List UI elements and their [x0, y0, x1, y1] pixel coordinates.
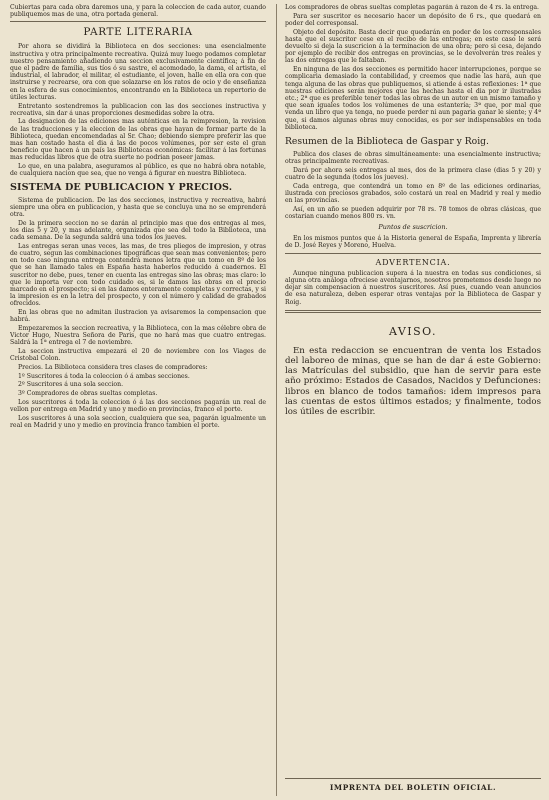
sistema-paragraph: Los suscritores á una sola seccion, cualquiera que sea, pagarán igualmente un real en Madrid y uno y medio en provincia franco tambien el porte. — [10, 414, 266, 429]
advertencia-heading: ADVERTENCIA. — [375, 257, 451, 267]
aviso-paragraph: En esta redaccion se encuentran de venta los Estados del laboreo de minas, que se han de dar á este Gobierno: las Matrículas del subsidio, que han de servir para este año próximo: Estados de Casados, Nacidos y Defunciones: libros en blanco de todos tamaños: idem impresos para las cuentas de estos últimos estados; y finalmente, todos los útiles de escribir. — [285, 345, 541, 417]
advertencia-paragraph: Aunque ninguna publicacion supera á la nuestra en todas sus condiciones, si alguna otra análoga ofreciese aventajarnos, nosotros prometemos desde luego no dejar sin compensacion á nuestros suscritores. Así pues, cuando vean anuncios de esa naturaleza, deben esperar otras ventajas por la Biblioteca de Gaspar y Roig. — [285, 269, 541, 306]
left-column — [10, 4, 266, 796]
aviso-section — [285, 325, 541, 417]
parte-paragraph: Por ahora se dividirá la Biblioteca en dos secciones: una esencialmente instructiva y otra principalmente recreativa. Quizá muy luego podamos completar nuestro pensamiento añadiendo una seccion exclusivamente científica; á fin de que el padre de familia, sus tíos ó su sastre, el acomodado, la dama, el artista, el industrial, el labrador, el militar, el estudiante, el joven, halle en ella ora con que instruirse y recrearse, ora con que solazarse en los ratos de ocio y de enseñanza en la esfera de sus conocimientos, encontrando en la Biblioteca un repertorio de útiles lecturas. — [10, 43, 266, 101]
puntos-paragraph: En los mismos puntos que á la Historia general de España, Imprenta y librería de D. José Reyes y Moreno, Huelva. — [285, 235, 541, 250]
imprenta-footer — [285, 775, 541, 792]
sistema-paragraph: 3º Compradores de obras sueltas completas. — [18, 390, 158, 398]
resumen-paragraph: Dará por ahora seis entregas al mes, dos de la primera clase (dias 5 y 20) y cuatro de la segunda (todos los jueves). — [285, 166, 541, 182]
sistema-paragraph: Los suscritores á toda la coleccion ó á las dos secciones pagarán un real de vellon por entrega en Madrid y uno y medio en provincias, franco el porte. — [10, 398, 266, 414]
resumen-paragraph: Publica dos clases de obras simultáneamente: una esencialmente instructiva; otras principalmente recreativas. — [285, 150, 541, 166]
parte-literaria-heading: PARTE LITERARIA — [83, 26, 193, 39]
imprenta-label: IMPRENTA DEL BOLETIN OFICIAL. — [329, 783, 497, 792]
puntos-heading: Puntos de suscricion. — [378, 223, 448, 232]
sistema-heading: SISTEMA DE PUBLICACION Y PRECIOS. — [10, 181, 233, 193]
sistema-paragraph: De la primera seccion no se darán al principio mas que dos entregas al mes, los dias 5 y 20, y mas adelante, organizada que sea del todo la Biblioteca, una cada semana. De la segunda saldrá una todos los jueves. — [10, 219, 266, 242]
sistema-paragraph: 1º Suscritores á toda la coleccion ó á ambas secciones. — [18, 372, 190, 380]
right-column — [276, 4, 541, 796]
aviso-heading: AVISO. — [388, 324, 438, 338]
sistema-paragraph: La seccion instructiva empezará el 20 de noviembre con los Viages de Cristobal Colon. — [10, 348, 266, 363]
sistema-paragraph: Sistema de publicacion. De las dos secciones, instructiva y recreativa, habrá siempre una obra en publicacion, y hasta que se concluya una no se emprenderá otra. — [10, 196, 266, 218]
sistema-paragraph: Empezaremos la seccion recreativa, y la Biblioteca, con la mas célebre obra de Victor Hugo, Nuestra Señora de Paris, que no hará mas que cuatro entregas. Saldrá la 1ª entrega el 7 de noviembre. — [10, 325, 266, 347]
footer-divider — [285, 778, 541, 779]
divider — [285, 253, 541, 254]
sistema-paragraph: En las obras que no admitan ilustracion ya avisaremos la compensacion que habrá. — [10, 309, 266, 324]
parte-paragraph: La designacion de las ediciones mas auténticas en la reimpresion, la revision de las traducciones y la eleccion de las obras que hayan de formar parte de la Biblioteca, quedan encomendadas al Sr. Chao; debiendo siempre preferir las que mas han costado hasta el dia á las de pocos volúmenes, por ser este el gran beneficio que hacen á un país las Bibliotecas económicas: facilitar á las fortunas mas reducidas libros que de otra suerte no podrian poseer jamas. — [10, 118, 266, 162]
sistema-paragraph: 2º Suscritores á una sola seccion. — [18, 381, 124, 389]
divider — [10, 21, 266, 22]
sistema-paragraph: Precios. La Biblioteca considera tres clases de compradores: — [18, 364, 208, 372]
parte-paragraph: Lo que, en una palabra, aseguramos al público, es que no habrá obra notable, de cualquiera nacion que sea, que no venga á figurar en nuestra Biblioteca. — [10, 163, 266, 178]
top-paragraph: Los compradores de obras sueltas completas pagarán á razon de 4 rs. la entrega. — [285, 4, 540, 11]
resumen-paragraph: Cada entrega, que contendrá un tomo en 8º de las ediciones ordinarias, ilustrada con preciosos grabados, solo costará un real en Madrid y real y medio en las provincias. — [285, 182, 541, 205]
parte-paragraph: Entretanto sostendremos la publicacion con las dos secciones instructiva y recreativa, sin dar á unas proporciones desmedidas sobre la otra. — [10, 102, 266, 117]
sistema-paragraph: Las entregas seran unas veces, las mas, de tres pliegos de impresion, y otras de cuatro, segun las combinaciones tipográficas que sean mas convenientes; pero en todo caso ninguna entrega contendrá menos letra que un tomo en 8º de los que se han llamado tales en España hasta haberlos reducido á cuadernos. El suscritor no debe, pues, tener en cuenta las entregas sino las obras; mas claro: lo que le importa ver con todo cuidado es, si le damos las obras en el precio marcado en el prospecto; si en las damos enteramente completas y correctas, y si la impresion es en la letra del prospecto, y con el número y calidad de grabados ofrecidos. — [10, 242, 266, 308]
resumen-heading: Resumen de la Biblioteca de Gaspar y Roig. — [285, 135, 489, 147]
resumen-paragraph: Así, en un año se pueden adquirir por 78 rs. 78 tomos de obras clásicas, que costarian cuando menos 800 rs. vn. — [285, 205, 541, 221]
top-paragraph: En ninguna de las dos secciones es permitido hacer interrupciones, porque se complicaria demasiado la contabilidad, y creemos que nadie las hará, aun que tenga alguna de las obras que publiquemos, si atiende á estas reflexiones: 1ª que nuestras ediciones serán mejores que las hechas hasta el dia por ir ilustradas etc.; 2ª que es preferible tener todas las obras de un autor en un mismo tamaño y que sean iguales todos los volúmenes de una estantería; 3ª que, por mal que venda un libro que ya tenga, no puede perder ni aun pagaria ganar le siente; y 4ª que, si damos algunas obras muy conocidas, es por ser indispensables en toda biblioteca. — [285, 66, 541, 131]
top-paragraph: Objeto del depósito. Basta decir que quedarán en poder de los corresponsales hasta que el suscritor cese en el recibo de las entregas; en este caso le será devuelto si deja la suscricion á la terminacion de una obra; pero si cesa, dejando por ejemplo de recibir dos entregas en provincias, se le devolverán tres reales y las dos entregas que le faltaban. — [285, 28, 541, 65]
top-paragraph: Para ser suscritor es necesario hacer un depósito de 6 rs., que quedará en poder del corresponsal. — [285, 12, 541, 27]
double-divider — [285, 310, 541, 313]
intro-paragraph: Cubiertas para cada obra daremos una, y para la coleccion de cada autor, cuando publiquemos mas de una, otra portada general. — [10, 4, 266, 19]
